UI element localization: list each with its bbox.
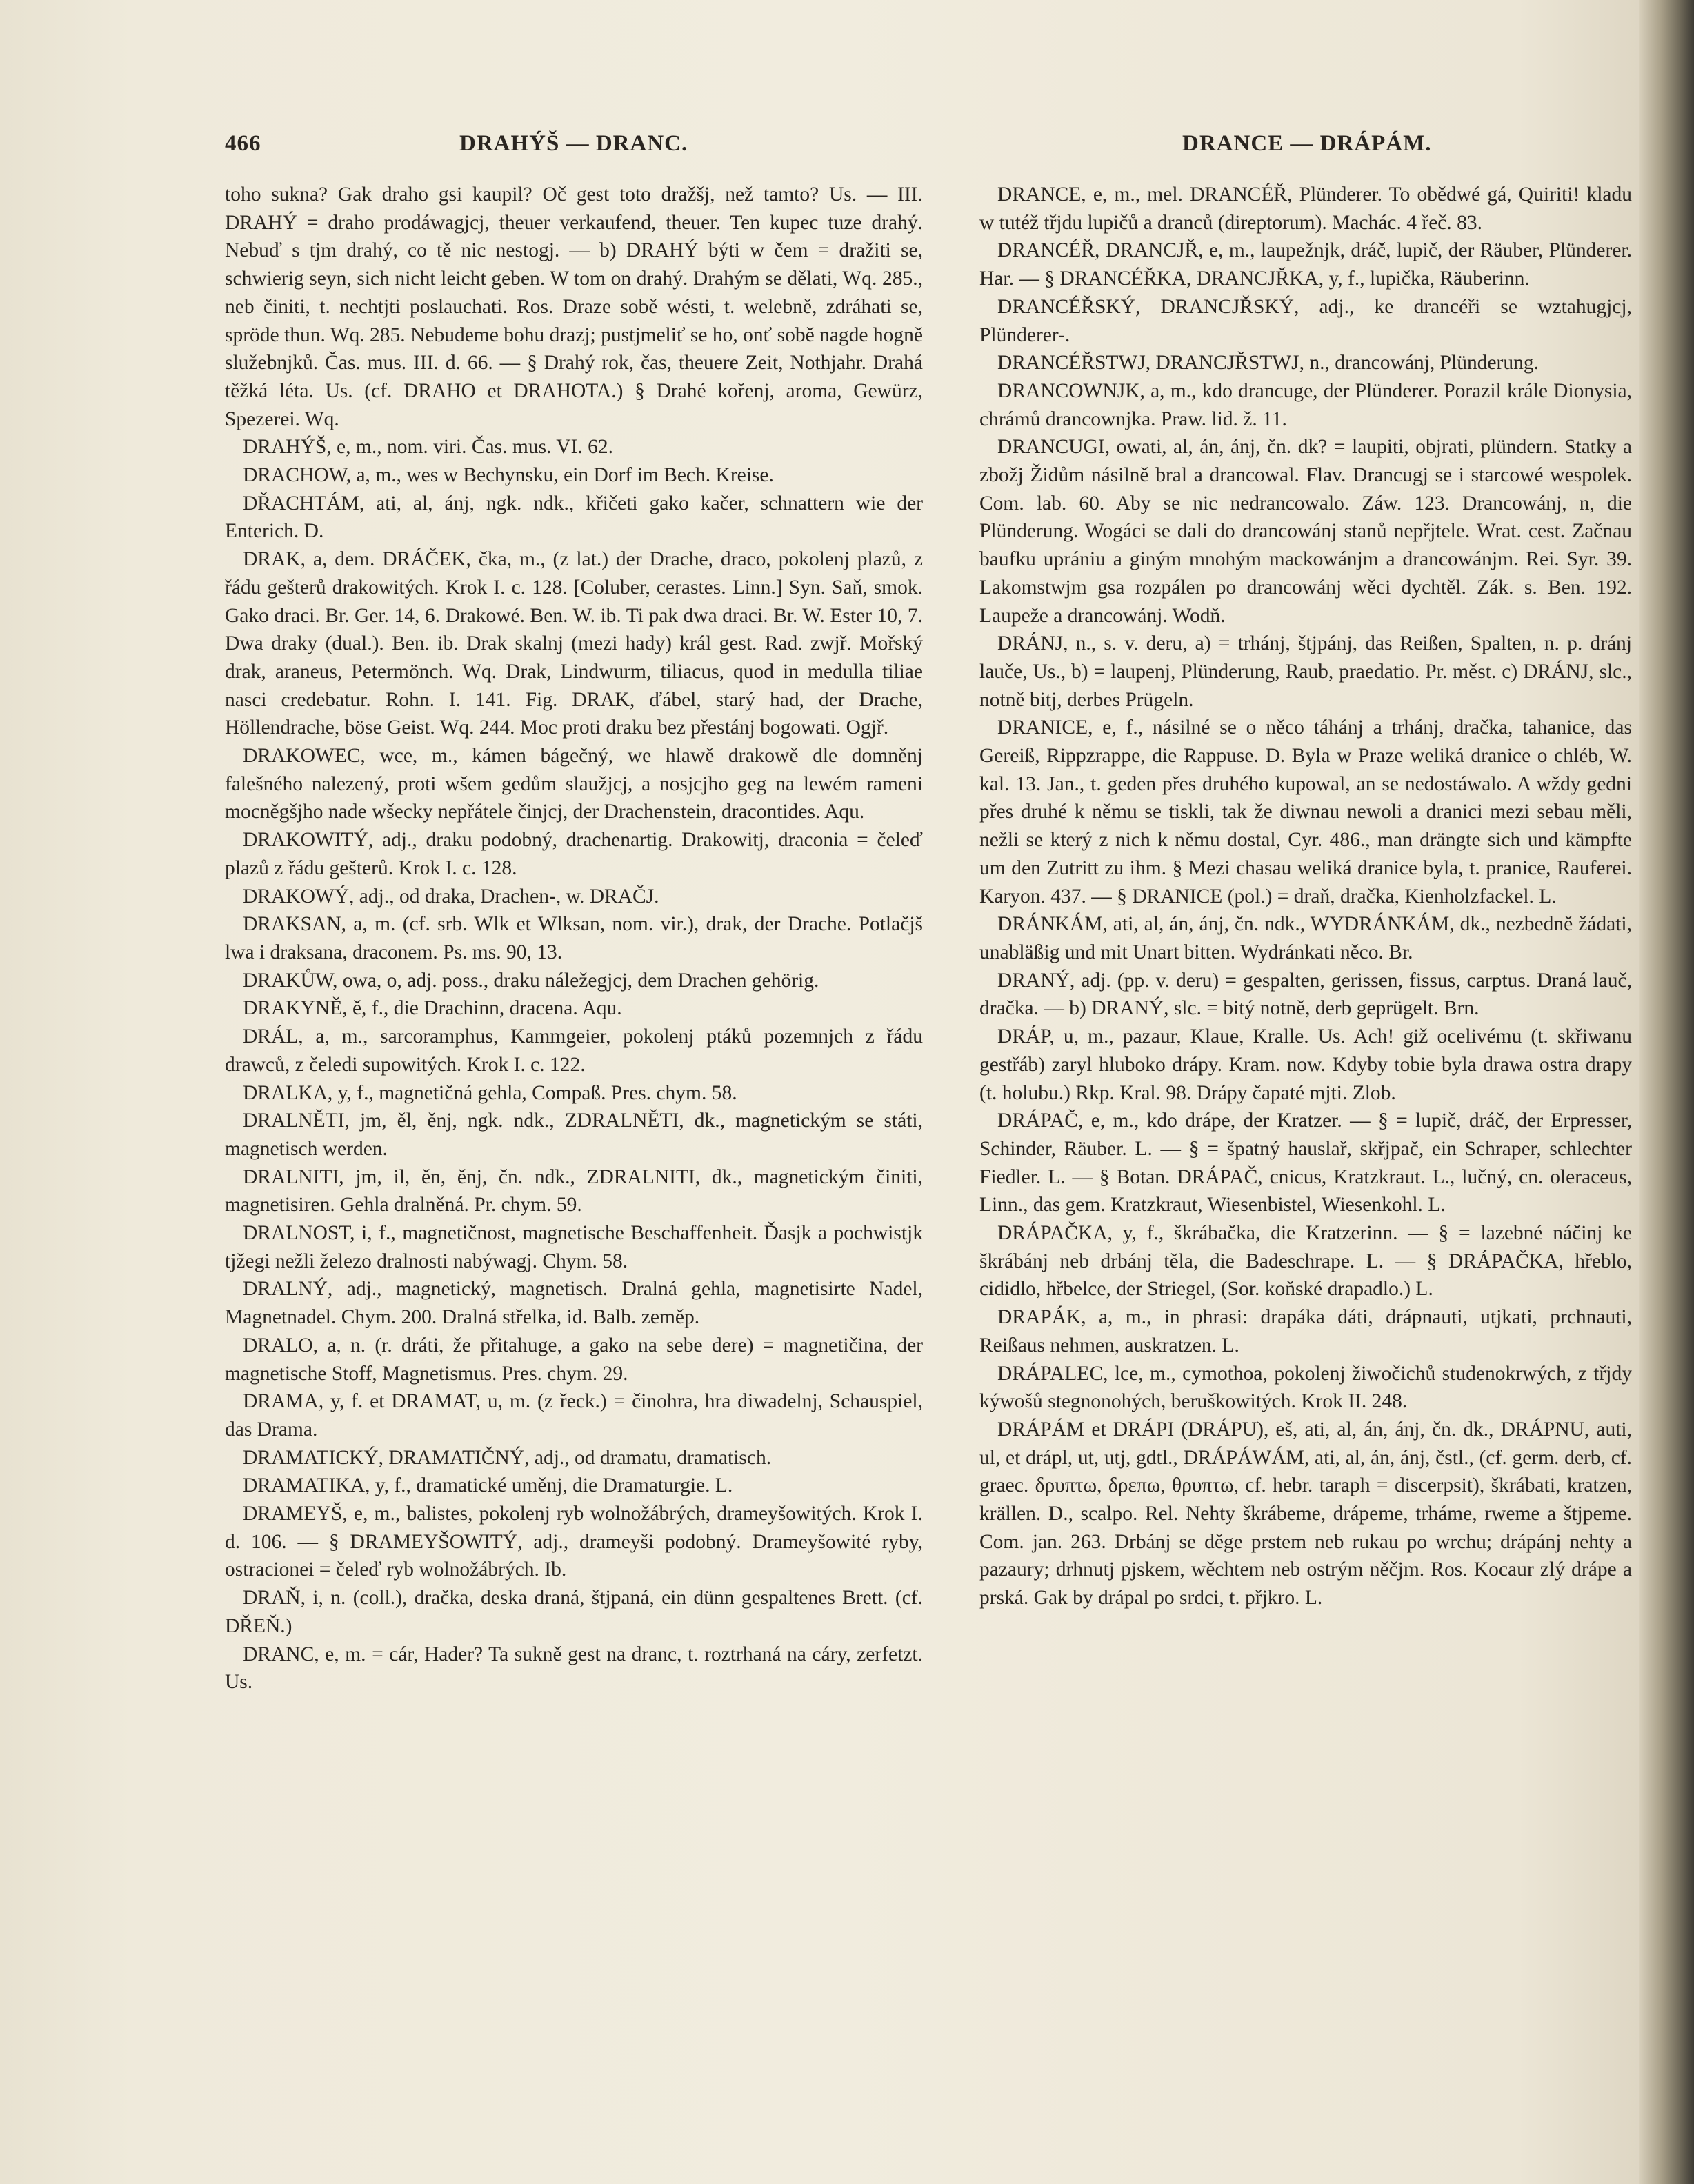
dictionary-entry: DRALNITI, jm, il, ěn, ěnj, čn. ndk., ZDRALNITI, dk., magnetickým činiti, magnetisiren. Gehla dralněná. Pr. chym. 59.: [225, 1165, 923, 1216]
dictionary-entry: DRACHOW, a, m., wes w Bechynsku, ein Dorf im Bech. Kreise.: [243, 464, 774, 487]
dictionary-entry: DRAKŮW, owa, o, adj. poss., draku náležegjcj, dem Drachen gehörig.: [243, 969, 819, 992]
dictionary-entry: DRÁNJ, n., s. v. deru, a) = trhánj, štjpánj, das Reißen, Spalten, n. p. dránj lauče, Us., b) = laupenj, Plünderung, Raub, praedatio. Pr. měst. c) DRÁNJ, slc., notně bitj, derbes Prügeln.: [979, 632, 1632, 711]
dictionary-entry: DRANCÉŘSTWJ, DRANCJŘSTWJ, n., drancowánj, Plünderung.: [997, 352, 1539, 374]
dictionary-entry: DRAMATICKÝ, DRAMATIČNÝ, adj., od dramatu, dramatisch.: [243, 1446, 772, 1469]
dictionary-entry: DRANCOWNJK, a, m., kdo drancuge, der Plünderer. Porazil krále Dionysia, chrámů drancownjka. Praw. lid. ž. 11.: [979, 379, 1632, 430]
dictionary-entry: DRAKSAN, a, m. (cf. srb. Wlk et Wlksan, nom. vir.), drak, der Drache. Potlačjš lwa i draksana, draconem. Ps. ms. 90, 13.: [225, 913, 923, 963]
right-column: [979, 181, 1632, 1612]
dictionary-entry: DRANÝ, adj. (pp. v. deru) = gespalten, gerissen, fissus, carptus. Draná lauč, dračka. — b) DRANÝ, slc. = bitý notně, derb geprügelt. Brn.: [979, 969, 1632, 1020]
dictionary-entry: DRAMATIKA, y, f., dramatické uměnj, die Dramaturgie. L.: [243, 1474, 733, 1497]
dictionary-entry: DRAKOWÝ, adj., od draka, Drachen-, w. DRAČJ.: [243, 885, 659, 908]
dictionary-entry: DRALNÝ, adj., magnetický, magnetisch. Dralná gehla, magnetisirte Nadel, Magnetnadel. Chym. 200. Dralná střelka, id. Balb. zeměp.: [225, 1278, 923, 1329]
dictionary-entry: DRANCUGI, owati, al, án, ánj, čn. dk? = laupiti, objrati, plündern. Statky a zbožj Židům násilně bral a drancowal. Flav. Drancugj se i starcowé wespolek. Com. lab. 60. Aby se nic nedrancowalo. Záw. 123. Drancowánj, n, die Plünderung. Wogáci se dali do drancowánj stanů nepřjtele. Wrat. cest. Začnau baufku uprániu a giným mnohým mackowánjm a drancowánjm. Rei. Syr. 39. Lakomstwjm gsa rozpálen po drancowánj wěci dychtěl. Zák. s. Ben. 192. Laupeže a drancowánj. Wodň.: [979, 436, 1632, 627]
dictionary-entry: DRAMA, y, f. et DRAMAT, u, m. (z řeck.) = činohra, hra diwadelnj, Schauspiel, das Drama.: [225, 1390, 923, 1441]
header-right-range: DRANCE — DRÁPÁM.: [1182, 131, 1432, 156]
page-number: 466: [225, 131, 261, 156]
dictionary-entry: DRÁL, a, m., sarcoramphus, Kammgeier, pokolenj ptáků pozemnjch z řádu drawců, z čeledi supowitých. Krok I. c. 122.: [225, 1025, 923, 1076]
dictionary-entry: DŘACHTÁM, ati, al, ánj, ngk. ndk., křičeti gako kačer, schnattern wie der Enterich. D.: [225, 492, 923, 543]
dictionary-entry: DRAŇ, i, n. (coll.), dračka, deska draná, štjpaná, ein dünn gespaltenes Brett. (cf. DŘEŇ.): [225, 1587, 923, 1637]
dictionary-entry: DRANC, e, m. = cár, Hader? Ta sukně gest na dranc, t. roztrhaná na cáry, zerfetzt. Us.: [225, 1643, 923, 1694]
dictionary-entry: DRAHÝŠ, e, m., nom. viri. Čas. mus. VI. 62.: [243, 436, 614, 459]
dictionary-entry: DRÁPAČ, e, m., kdo drápe, der Kratzer. — § = lupič, dráč, der Erpresser, Schinder, Räuber. L. — § = špatný hauslař, skřjpač, ein Schraper, schlechter Fiedler. L. — § Botan. DRÁPAČ, cnicus, Kratzkraut. L., lučný, cn. oleraceus, Linn., das gem. Kratzkraut, Wiesenbistel, Wiesenkohl. L.: [979, 1110, 1632, 1216]
dictionary-entry: DRÁPÁM et DRÁPI (DRÁPU), eš, ati, al, án, ánj, čn. dk., DRÁPNU, auti, ul, et drápl, ut, utj, gdtl., DRÁPÁWÁM, ati, al, án, ánj, čstl., (cf. germ. derb, cf. graec. δρυπτω, δρεπω, θρυπτω, cf. hebr. taraph = discerpsit), škrábati, kratzen, krällen. D., scalpo. Rel. Nehty škrábeme, drápeme, trháme, rweme a štjpeme. Com. jan. 263. Drbánj se děge prstem neb rukau po wrchu; drápánj nehty a pazaury; drhnutj pjskem, wěchtem neb ostrým něčjm. Ros. Kocaur zlý drápe a prská. Gak by drápal po srdci, t. přjkro. L.: [979, 1418, 1632, 1610]
dictionary-entry: DRALKA, y, f., magnetičná gehla, Compaß. Pres. chym. 58.: [243, 1081, 737, 1104]
dictionary-entry: DRALNĚTI, jm, ěl, ěnj, ngk. ndk., ZDRALNĚTI, dk., magnetickým se státi, magnetisch werden.: [225, 1110, 923, 1160]
dictionary-entry: DRAKOWITÝ, adj., draku podobný, drachenartig. Drakowitj, draconia = čeleď plazů z řádu gešterů. Krok I. c. 128.: [225, 829, 923, 879]
dictionary-entry: DRÁPALEC, lce, m., cymothoa, pokolenj žiwočichů studenokrwých, z třjdy kýwošů stegnonohých, beruškowitých. Krok II. 248.: [979, 1362, 1632, 1413]
dictionary-entry: DRAK, a, dem. DRÁČEK, čka, m., (z lat.) der Drache, draco, pokolenj plazů, z řádu gešterů drakowitých. Krok I. c. 128. [Coluber, cerastes. Linn.] Syn. Saň, smok. Gako draci. Br. Ger. 14, 6. Drakowé. Ben. W. ib. Ti pak dwa draci. Br. W. Ester 10, 7. Dwa draky (dual.). Ben. ib. Drak skalnj (mezi hady) král gest. Rad. zwjř. Mořský drak, araneus, Petermönch. Wq. Drak, Lindwurm, tiliacus, quod in medulla tiliae nasci credebatur. Rohn. I. 141. Fig. DRAK, ďábel, starý had, der Drache, Höllendrache, böse Geist. Wq. 244. Moc proti draku bez přestánj bogowati. Ogjř.: [225, 548, 923, 739]
dictionary-entry: DRANCÉŘSKÝ, DRANCJŘSKÝ, adj., ke drancéři se wztahugjcj, Plünderer-.: [979, 295, 1632, 346]
dictionary-entry: DRANICE, e, f., násilné se o něco táhánj a trhánj, dračka, tahanice, das Gereiß, Rippzrappe, die Rappuse. D. Byla w Praze weliká dranice o chléb, W. kal. 13. Jan., t. geden přes druhého kupowal, an se nedostáwalo. A wždy gedni přes druhé k němu se tiskli, tak že diwnau newoli a dranici mezi sebau měli, nežli se který z nich k němu dostal, Cyr. 486., man drängte sich und kämpfte um den Zutritt zu ihm. § Mezi chasau weliká dranice byla, t. pranice, Rauferei. Karyon. 437. — § DRANICE (pol.) = draň, dračka, Kienholzfackel. L.: [979, 717, 1632, 908]
dictionary-entry: DRANCÉŘ, DRANCJŘ, e, m., laupežnjk, dráč, lupič, der Räuber, Plünderer. Har. — § DRANCÉŘKA, DRANCJŘKA, y, f., lupička, Räuberinn.: [979, 239, 1632, 290]
dictionary-entry: DRAKYNĚ, ě, f., die Drachinn, dracena. Aqu.: [243, 997, 622, 1020]
dictionary-entry: DRÁPAČKA, y, f., škrábačka, die Kratzerinn. — § = lazebné náčinj ke škrábánj neb drbánj těla, die Badeschrape. L. — § DRÁPAČKA, hřeblo, cididlo, hřbelce, der Striegel, (Sor. koňské drapadlo.) L.: [979, 1222, 1632, 1301]
dictionary-entry: DRALO, a, n. (r. dráti, že přitahuge, a gako na sebe dere) = magnetičina, der magnetische Stoff, Magnetismus. Pres. chym. 29.: [225, 1334, 923, 1385]
dictionary-entry: DRAMEYŠ, e, m., balistes, pokolenj ryb wolnožábrých, drameyšowitých. Krok I. d. 106. — § DRAMEYŠOWITÝ, adj., drameyši podobný. Drameyšowité ryby, ostracionei = čeleď ryb wolnožábrých. Ib.: [225, 1503, 923, 1581]
running-header: [225, 131, 1632, 172]
header-left-range: DRAHÝŠ — DRANC.: [459, 131, 688, 156]
left-column: [225, 181, 923, 1696]
dictionary-entry: DRÁP, u, m., pazaur, Klaue, Kralle. Us. Ach! giž ocelivému (t. skřiwanu gestřáb) zaryl hluboko drápy. Kram. now. Kdyby tobie byla drawa ostra drapy (t. holubu.) Rkp. Kral. 98. Drápy čapaté mjti. Zlob.: [979, 1025, 1632, 1104]
entry-continuation: toho sukna? Gak draho gsi kaupil? Oč gest toto dražšj, než tamto? Us. — III. DRAHÝ = draho prodáwagjcj, theuer verkaufend, theuer. Ten kupec tuze drahý. Nebuď s tjm drahý, co tě nic nestogj. — b) DRAHÝ býti w čem = dražiti se, schwierig seyn, sich nicht leicht geben. W tom on drahý. Drahým se dělati, Wq. 285., neb činiti, t. nechtjti poslauchati. Ros. Draze sobě wésti, t. welebně, zdráhati se, spröde thun. Wq. 285. Nebudeme bohu drazj; pustjmeliť se ho, onť sobě nagde hogně služebnjků. Čas. mus. III. d. 66. — § Drahý rok, čas, theuere Zeit, Nothjahr. Drahá těžká léta. Us. (cf. DRAHO et DRAHOTA.) § Drahé kořenj, aroma, Gewürz, Spezerei. Wq.: [225, 183, 923, 430]
book-spine-shadow: [1639, 0, 1694, 2184]
dictionary-entry: DRAKOWEC, wce, m., kámen bágečný, we hlawě drakowě dle domněnj falešného nalezený, proti wšem gedům slaužjcj, a nosjcjho geg na lewém rameni mocněgšjho nade wšecky nepřátele činjcj, der Drachenstein, dracontides. Aqu.: [225, 745, 923, 823]
dictionary-entry: DRÁNKÁM, ati, al, án, ánj, čn. ndk., WYDRÁNKÁM, dk., nezbedně žádati, unabläßig und mit Unart bitten. Wydránkati něco. Br.: [979, 913, 1632, 963]
dictionary-entry: DRALNOST, i, f., magnetičnost, magnetische Beschaffenheit. Ďasjk a pochwistjk tjžegi nežli železo dralnosti nabýwagj. Chym. 58.: [225, 1222, 923, 1272]
dictionary-entry: DRAPÁK, a, m., in phrasi: drapáka dáti, drápnauti, utjkati, prchnauti, Reißaus nehmen, auskratzen. L.: [979, 1306, 1632, 1356]
dictionary-entry: DRANCE, e, m., mel. DRANCÉŘ, Plünderer. To obědwé gá, Quiriti! kladu w tutéž třjdu lupičů a dranců (direptorum). Machác. 4 řeč. 83.: [979, 183, 1632, 234]
